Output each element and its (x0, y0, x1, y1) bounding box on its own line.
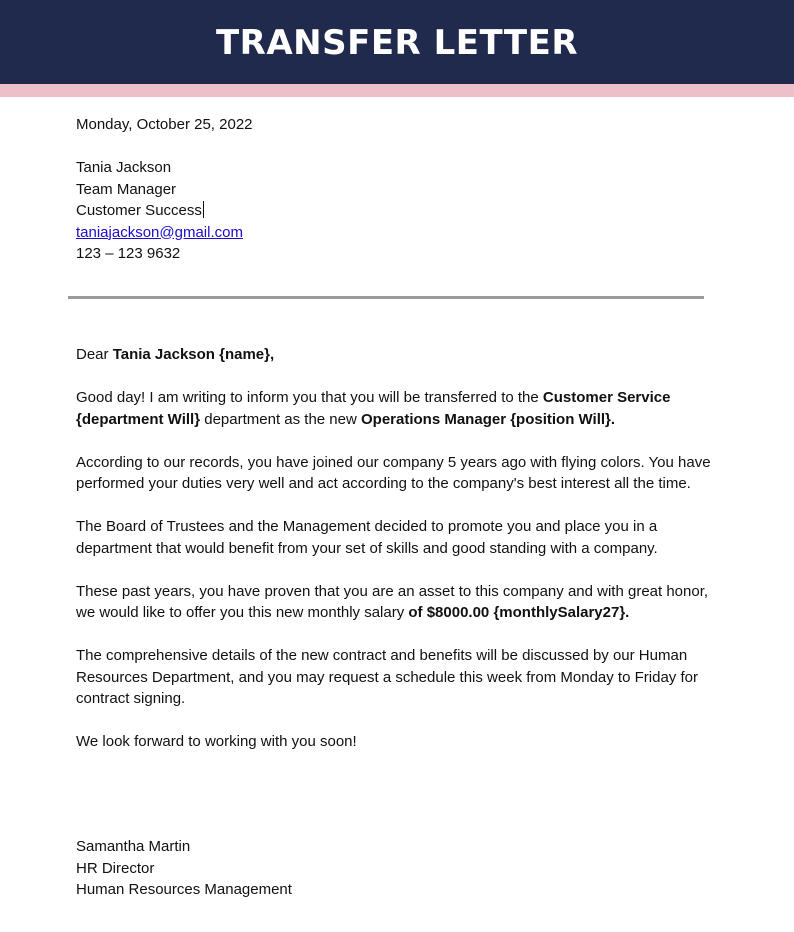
salutation-prefix: Dear (76, 346, 113, 363)
signature-title: HR Director (76, 859, 155, 877)
divider (68, 296, 704, 299)
position-placeholder: Operations Manager {position Will}. (361, 410, 616, 428)
recipient-email-link[interactable]: taniajackson@gmail.com (76, 223, 243, 241)
letter-date: Monday, October 25, 2022 (76, 116, 253, 133)
paragraph-contract: The comprehensive details of the new contract and benefits will be discussed by our Human Resources Department, and you may request a schedule this week from Monday to Friday for contract signing. (76, 647, 698, 707)
salary-placeholder: of $8000.00 {monthlySalary27}. (408, 604, 630, 621)
paragraph-transfer-text1: Good day! I am writing to inform you that you will be transferred to the (76, 389, 543, 406)
paragraph-salary-text: These past years, you have proven that you are an asset to this company and with great honor, we would like to offer you this new monthly salary (76, 582, 709, 621)
paragraph-salary (76, 581, 716, 624)
signature-block (76, 836, 292, 901)
text-cursor (203, 201, 204, 218)
paragraph-board: The Board of Trustees and the Management decided to promote you and place you in a department that would benefit from your set of skills and good standing with a company. (76, 518, 658, 557)
salutation (76, 344, 716, 366)
recipient-department: Customer Success (76, 202, 202, 219)
paragraph-records: According to our records, you have joined our company 5 years ago with flying colors. You have performed your duties very well and act according to the company's best interest all the time. (76, 453, 711, 492)
header-band (0, 0, 794, 84)
recipient-name: Tania Jackson (76, 159, 172, 176)
recipient-title: Team Manager (76, 180, 177, 198)
letter-body (76, 344, 716, 774)
paragraph-transfer (76, 387, 716, 430)
recipient-name-placeholder: Tania Jackson {name}, (112, 346, 275, 363)
signature-name: Samantha Martin (76, 838, 191, 855)
accent-strip (0, 84, 794, 97)
recipient-phone: 123 – 123 9632 (76, 245, 181, 262)
signature-department: Human Resources Management (76, 881, 292, 898)
recipient-block (76, 157, 243, 265)
department-placeholder: Customer Service {department Will} (76, 389, 671, 428)
recipient-department-line[interactable] (76, 200, 243, 222)
page-title: TRANSFER LETTER (215, 23, 579, 63)
closing-line: We look forward to working with you soon! (76, 733, 357, 750)
paragraph-transfer-text2: department as the new (200, 410, 361, 428)
